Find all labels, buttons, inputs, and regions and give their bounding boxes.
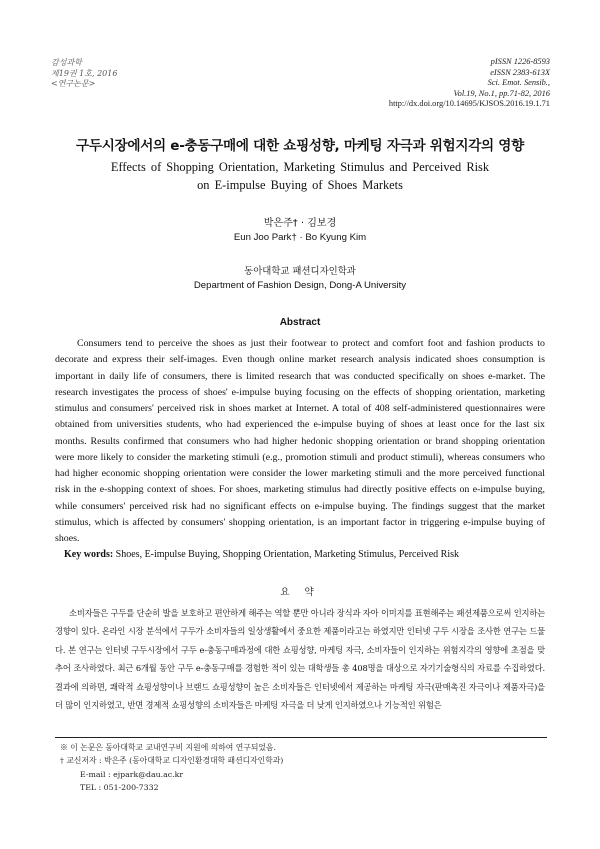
abstract-text: Consumers tend to perceive the shoes as just their footwear to protect and comfort foot and fashion products to decorate and express their self-images. Even though online market research analysis indicated shoes consumption is important in daily life of consumers, there is limited research that was conducted specifically on shoes e-market. The research investigates the process of shoes' e-impulse buying focusing on the effects of shopping orientation, marketing stimulus and consumers' perceived risk in shoes market at Internet. A total of 408 self-administered questionnaires were obtained from universities students, who had experienced the e-impulse buying of shoes at least once for the last six months. Results confirmed that consumers who had higher hedonic shopping orientation or brand shopping orientation were more likely to consider the marketing stimuli (e.g., promotion stimuli and product stimuli), whereas consumers who had higher economic shopping orientation were consider the lower marketing stimuli and the more perceived functional risk in the e-shopping context of shoes. For shoes, marketing stimulus had directly positive effects on e-impulse buying, while consumers' perceived risk had no significant effects on e-impulse buying. The findings suggest that the market stimulus, which is affected by consumers' shopping orientation, is an important factor in triggering e-impulse buying of shoes.: [55, 338, 545, 544]
footnote-divider: [55, 737, 547, 738]
eissn: eISSN 2383-613X: [490, 67, 550, 77]
summary-text: 소비자들은 구두를 단순히 발을 보호하고 편안하게 해주는 역할 뿐만 아니라 장식과 자아 이미지를 표현해주는 패션제품으로써 인지하는 경향이 있다. 온라인 시장 분석에서 구두가 소비자들의 일상생활에서 중요한 제품이라고는 하였지만 인터넷 구두 시장을 조사한 연구는 드물다. 본 연구는 인터넷 구두시장에서 구두 e-충동구매과정에 대한 쇼핑성향, 마케팅 자극, 소비자들이 인지하는 위험지각의 영향에 초점을 맞추어 조사하였다. 최근 6개월 동안 구두 e-충동구매를 경험한 적이 있는 대학생들 총 408명을 대상으로 자기기술형식의 자료를 수집하였다. 결과에 의하면, 쾌락적 쇼핑성향이나 브랜드 쇼핑성향이 높은 소비자들은 인터넷에서 제공하는 마케팅 자극(판매촉진 자극이나 제품자극)을 더 많이 인지하였고, 반면 경제적 쇼핑성향의 소비자들은 마케팅 자극을 더 낮게 인지하였으나 기능적인 위험은: [55, 608, 545, 711]
footnote-email[interactable]: E-mail : ejpark@dau.ac.kr: [80, 769, 184, 779]
journal-volume-en: Vol.19, No.1, pp.71-82, 2016: [453, 88, 550, 98]
doi-link[interactable]: http://dx.doi.org/10.14695/KJSOS.2016.19.1.71: [388, 99, 550, 109]
authors-korean: 박은주† · 김보경: [263, 218, 337, 229]
journal-header-left: [51, 58, 117, 90]
abstract-heading: Abstract: [279, 317, 321, 328]
footnote-tel: TEL : 051-200-7332: [80, 783, 159, 793]
article-type: <연구논문>: [51, 79, 96, 88]
journal-name-en: Sci. Emot. Sensib.,: [487, 78, 550, 88]
title-english: [0, 158, 600, 194]
affiliation-english: Department of Fashion Design, Dong-A University: [193, 280, 407, 291]
footnote-corresponding: † 교신저자 : 박은주 (동아대학교 디자인환경대학 패션디자인학과): [60, 756, 284, 766]
journal-header-right: [389, 57, 550, 110]
keywords-text: Shoes, E-impulse Buying, Shopping Orientation, Marketing Stimulus, Perceived Risk: [115, 549, 459, 560]
keywords: [64, 549, 554, 560]
footnote-funding: ※ 이 논문은 동아대학교 교내연구비 지원에 의하여 연구되었음.: [60, 743, 276, 752]
summary-heading: 요 약: [280, 587, 320, 598]
journal-volume-ko: 제19권 1호, 2016: [51, 68, 118, 78]
pissn: pISSN 1226-8593: [490, 57, 550, 66]
affiliation-korean: 동아대학교 패션디자인학과: [244, 266, 356, 277]
journal-name-ko: 감성과학: [51, 58, 82, 67]
title-english-line2: on E-impulse Buying of Shoes Markets: [197, 178, 403, 192]
footnotes: [60, 741, 283, 795]
title-korean: 구두시장에서의 e-충동구매에 대한 쇼핑성향, 마케팅 자극과 위험지각의 영향: [76, 138, 524, 154]
authors-english: Eun Joo Park† · Bo Kyung Kim: [233, 232, 367, 243]
title-english-line1: Effects of Shopping Orientation, Marketing Stimulus and Perceived Risk: [110, 160, 490, 174]
keywords-label: Key words:: [64, 549, 114, 560]
